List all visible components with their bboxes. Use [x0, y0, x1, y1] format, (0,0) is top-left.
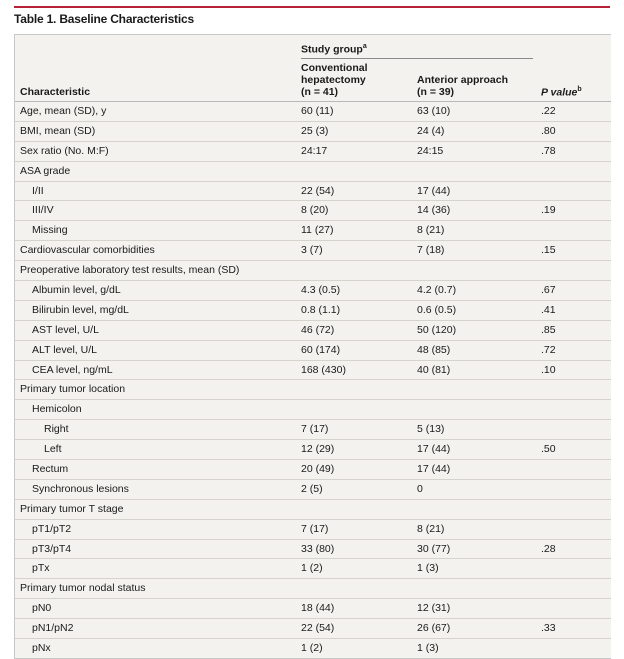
anterior-value: 1 (3)	[417, 562, 439, 575]
study-group-rule	[301, 58, 533, 59]
anterior-value: 24:15	[417, 144, 444, 157]
row-label: pN0	[32, 602, 52, 615]
conventional-value: 12 (29)	[301, 443, 335, 456]
anterior-value: 17 (44)	[417, 463, 451, 476]
row-label: Age, mean (SD), y	[20, 105, 107, 117]
p-value: .50	[541, 443, 556, 456]
row-label: Rectum	[32, 463, 69, 476]
conventional-value: 20 (49)	[301, 463, 335, 476]
table-row	[15, 142, 611, 162]
table-row	[15, 102, 611, 122]
row-label: Albumin level, g/dL	[32, 284, 121, 297]
conventional-value: 33 (80)	[301, 542, 335, 555]
conventional-value: 168 (430)	[301, 363, 346, 376]
conventional-value: 11 (27)	[301, 224, 334, 237]
p-value: .28	[541, 542, 556, 555]
anterior-value: 4.2 (0.7)	[417, 284, 457, 297]
table-row	[15, 579, 611, 599]
pvalue-heading: P value$^b$	[541, 85, 582, 98]
row-label: ALT level, U/L	[32, 343, 97, 356]
row-label: pTx	[32, 562, 50, 575]
row-label: I/II	[32, 184, 44, 197]
conventional-value: 60 (11)	[301, 105, 334, 117]
table-row	[15, 221, 611, 241]
anterior-value: 7 (18)	[417, 244, 445, 257]
anterior-value: 17 (44)	[417, 443, 451, 456]
p-value: .80	[541, 124, 556, 137]
table-row	[15, 201, 611, 221]
anterior-value: 5 (13)	[417, 423, 445, 436]
table-row	[15, 400, 611, 420]
conventional-value: 25 (3)	[301, 124, 329, 137]
table-row	[15, 380, 611, 400]
row-label: pNx	[32, 642, 51, 655]
row-label: ASA grade	[20, 164, 71, 177]
anterior-value: 14 (36)	[417, 204, 451, 217]
table-row	[15, 520, 611, 540]
p-value: .85	[541, 323, 556, 336]
table-row	[15, 599, 611, 619]
anterior-value: 1 (3)	[417, 642, 439, 655]
table-row	[15, 460, 611, 480]
p-value: .78	[541, 144, 556, 157]
anterior-value: 0.6 (0.5)	[417, 303, 457, 316]
table-row	[15, 420, 611, 440]
p-value: .72	[541, 343, 556, 356]
conventional-value: 3 (7)	[301, 244, 323, 257]
p-value: .41	[541, 303, 556, 316]
anterior-value: 50 (120)	[417, 323, 457, 336]
conventional-value: 7 (17)	[301, 423, 329, 436]
row-label: pN1/pN2	[32, 622, 74, 635]
title-rule	[14, 6, 610, 8]
conventional-value: 60 (174)	[301, 343, 341, 356]
conventional-value: 18 (44)	[301, 602, 335, 615]
p-value: .22	[541, 105, 556, 117]
conventional-value: 1 (2)	[301, 562, 323, 575]
anterior-value: 24 (4)	[417, 124, 445, 137]
conventional-heading: Conventional hepatectomy (n = 41)	[301, 62, 368, 98]
table-row	[15, 122, 611, 142]
row-label: Missing	[32, 224, 68, 237]
table-row	[15, 301, 611, 321]
table-row	[15, 182, 611, 202]
anterior-value: 48 (85)	[417, 343, 451, 356]
conventional-value: 22 (54)	[301, 184, 335, 197]
anterior-value: 12 (31)	[417, 602, 451, 615]
row-label: Right	[44, 423, 69, 436]
row-label: Cardiovascular comorbidities	[20, 244, 155, 257]
table-row	[15, 261, 611, 281]
p-value: .15	[541, 244, 556, 257]
row-label: AST level, U/L	[32, 323, 99, 336]
characteristic-heading: Characteristic	[20, 86, 91, 98]
anterior-value: 40 (81)	[417, 363, 451, 376]
conventional-value: 4.3 (0.5)	[301, 284, 341, 297]
row-label: Bilirubin level, mg/dL	[32, 303, 129, 316]
row-label: Sex ratio (No. M:F)	[20, 144, 109, 157]
table-row	[15, 480, 611, 500]
conventional-value: 24:17	[301, 144, 328, 157]
p-value: .19	[541, 204, 556, 217]
row-label: pT3/pT4	[32, 542, 72, 555]
table-row	[15, 619, 611, 639]
anterior-value: 30 (77)	[417, 542, 451, 555]
row-label: Hemicolon	[32, 403, 82, 416]
p-value: .67	[541, 284, 556, 297]
anterior-value: 0	[417, 482, 423, 495]
conventional-value: 22 (54)	[301, 622, 335, 635]
row-label: CEA level, ng/mL	[32, 363, 113, 376]
row-label: pT1/pT2	[32, 522, 72, 535]
table-row	[15, 281, 611, 301]
table-title: Table 1. Baseline Characteristics	[14, 12, 194, 26]
row-label: Left	[44, 443, 62, 456]
row-label: Synchronous lesions	[32, 482, 129, 495]
conventional-value: 2 (5)	[301, 482, 323, 495]
conventional-value: 8 (20)	[301, 204, 329, 217]
conventional-value: 46 (72)	[301, 323, 335, 336]
row-label: Primary tumor T stage	[20, 502, 124, 515]
p-value: .10	[541, 363, 556, 376]
anterior-value: 8 (21)	[417, 522, 445, 535]
table-row	[15, 162, 611, 182]
row-label: BMI, mean (SD)	[20, 124, 96, 137]
conventional-value: 7 (17)	[301, 522, 329, 535]
table-row	[15, 500, 611, 520]
table-row	[15, 241, 611, 261]
table-row	[15, 361, 611, 381]
anterior-value: 63 (10)	[417, 105, 451, 117]
conventional-value: 1 (2)	[301, 642, 323, 655]
table-row	[15, 341, 611, 361]
table-row	[15, 540, 611, 560]
anterior-value: 8 (21)	[417, 224, 445, 237]
row-label: III/IV	[32, 204, 54, 217]
table-row	[15, 321, 611, 341]
anterior-heading: Anterior approach (n = 39)	[417, 74, 509, 98]
table-header	[15, 35, 611, 102]
conventional-value: 0.8 (1.1)	[301, 303, 341, 316]
study-group-heading: Study group$^a$	[301, 43, 367, 56]
table-row	[15, 559, 611, 579]
row-label: Primary tumor nodal status	[20, 582, 146, 595]
anterior-value: 17 (44)	[417, 184, 451, 197]
row-label: Primary tumor location	[20, 383, 126, 396]
row-label: Preoperative laboratory test results, mean (SD)	[20, 264, 240, 277]
baseline-table	[14, 34, 611, 659]
p-value: .33	[541, 622, 556, 635]
table-row	[15, 639, 611, 658]
anterior-value: 26 (67)	[417, 622, 451, 635]
table-body	[15, 102, 611, 658]
table-row	[15, 440, 611, 460]
